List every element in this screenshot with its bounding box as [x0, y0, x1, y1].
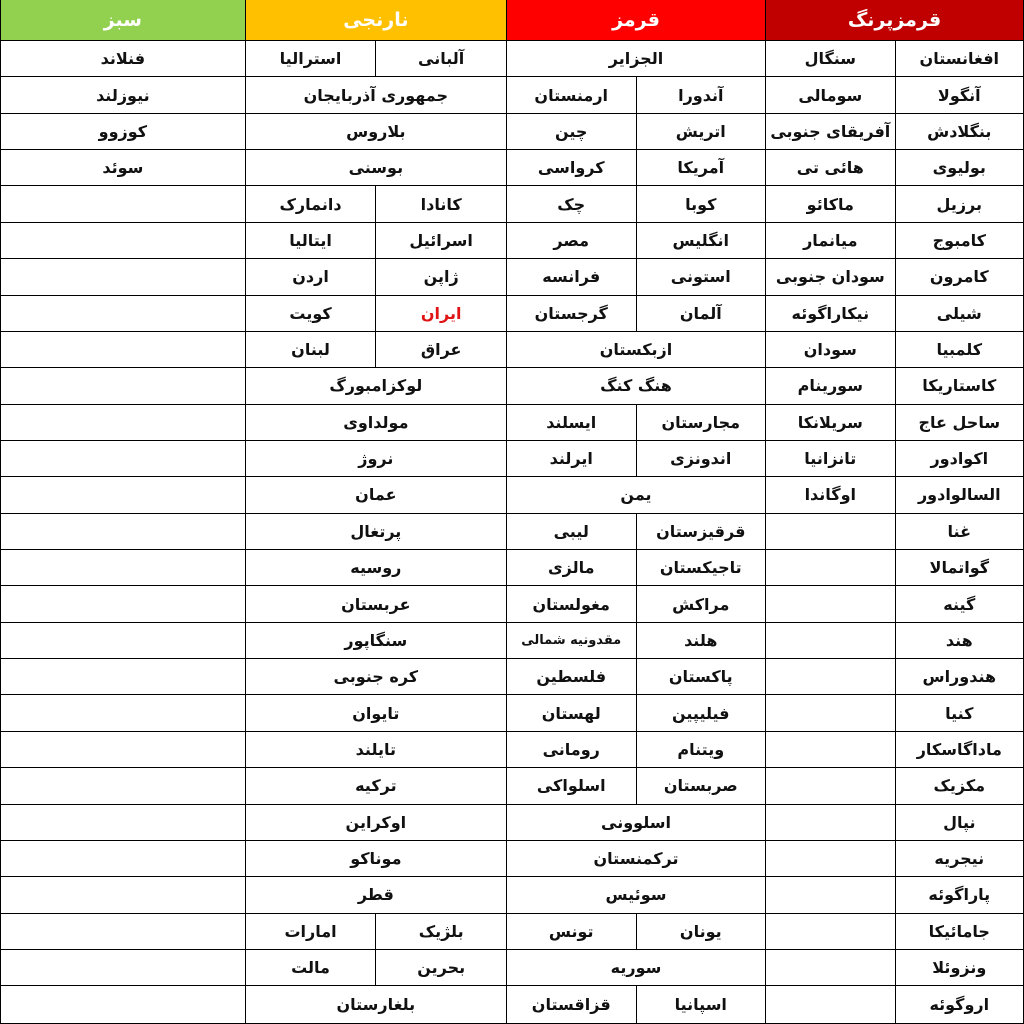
- country-cell: ارمنستان: [506, 77, 636, 113]
- country-cell: [1, 513, 246, 549]
- country-cell: تونس: [506, 913, 636, 949]
- country-cell: ایسلند: [506, 404, 636, 440]
- country-cell: [766, 804, 896, 840]
- country-cell: کره جنوبی: [245, 659, 506, 695]
- table-row: [1, 804, 1024, 840]
- country-cell: [1, 586, 246, 622]
- country-cell: نپال: [895, 804, 1023, 840]
- country-cell: [1, 550, 246, 586]
- country-cell: مجارستان: [636, 404, 766, 440]
- country-cell: ترکمنستان: [506, 840, 765, 876]
- country-cell: کوزوو: [1, 113, 246, 149]
- country-cell: ازبکستان: [506, 331, 765, 367]
- country-cell: تایلند: [245, 731, 506, 767]
- country-cell: لیبی: [506, 513, 636, 549]
- country-cell: الجزایر: [506, 41, 765, 77]
- country-cell: [1, 949, 246, 985]
- table-body: [1, 41, 1024, 1024]
- country-cell: غنا: [895, 513, 1023, 549]
- country-cell: [1, 840, 246, 876]
- country-cell: استرالیا: [245, 41, 376, 77]
- country-cell: شیلی: [895, 295, 1023, 331]
- table-row: [1, 986, 1024, 1024]
- country-cell: هائی تی: [766, 150, 896, 186]
- country-cell: چک: [506, 186, 636, 222]
- country-cell: [766, 659, 896, 695]
- country-cell: چین: [506, 113, 636, 149]
- country-cell: ترکیه: [245, 768, 506, 804]
- country-cell: [1, 804, 246, 840]
- country-cell: گواتمالا: [895, 550, 1023, 586]
- country-cell: کویت: [245, 295, 376, 331]
- country-cell: هندوراس: [895, 659, 1023, 695]
- country-cell: آفریقای جنوبی: [766, 113, 896, 149]
- country-cell: کامرون: [895, 259, 1023, 295]
- table-row: [1, 622, 1024, 658]
- country-cell: بنگلادش: [895, 113, 1023, 149]
- country-cell: قطر: [245, 877, 506, 913]
- country-cell: بلغارستان: [245, 986, 506, 1024]
- table-row: [1, 295, 1024, 331]
- header-green: سبز: [1, 0, 246, 41]
- country-cell: اوکراین: [245, 804, 506, 840]
- country-cell: مالت: [245, 949, 376, 985]
- country-cell: تایوان: [245, 695, 506, 731]
- country-cell: [766, 622, 896, 658]
- country-cell: عمان: [245, 477, 506, 513]
- country-cell: استونی: [636, 259, 766, 295]
- country-cell: سورینام: [766, 368, 896, 404]
- table-row: [1, 113, 1024, 149]
- country-cell: نیوزلند: [1, 77, 246, 113]
- country-cell: اسلواکی: [506, 768, 636, 804]
- country-cell: مکزیک: [895, 768, 1023, 804]
- country-cell: [1, 986, 246, 1024]
- country-cell: اسرائیل: [376, 222, 507, 258]
- country-cell: [1, 368, 246, 404]
- country-cell: [1, 222, 246, 258]
- country-cell: [766, 586, 896, 622]
- country-cell: کانادا: [376, 186, 507, 222]
- country-cell: سودان جنوبی: [766, 259, 896, 295]
- country-cell: تانزانیا: [766, 440, 896, 476]
- country-cell: سوئد: [1, 150, 246, 186]
- country-cell: سنگال: [766, 41, 896, 77]
- header-orange: نارنجی: [245, 0, 506, 41]
- country-cell: نیکاراگوئه: [766, 295, 896, 331]
- table-row: [1, 259, 1024, 295]
- table-row: [1, 440, 1024, 476]
- table-row: [1, 331, 1024, 367]
- table-row: [1, 659, 1024, 695]
- country-cell: [1, 659, 246, 695]
- country-cell: [1, 622, 246, 658]
- country-cell: امارات: [245, 913, 376, 949]
- country-cell: آلبانی: [376, 41, 507, 77]
- table-row: [1, 404, 1024, 440]
- country-cell: کنیا: [895, 695, 1023, 731]
- country-cell: السالوادور: [895, 477, 1023, 513]
- country-cell: نروژ: [245, 440, 506, 476]
- country-cell: اکوادور: [895, 440, 1023, 476]
- country-cell: بحرین: [376, 949, 507, 985]
- country-cell: مقدونیه شمالی: [506, 622, 636, 658]
- country-cell: جامائیکا: [895, 913, 1023, 949]
- country-cell: انگلیس: [636, 222, 766, 258]
- country-cell: پرتغال: [245, 513, 506, 549]
- header-row: [1, 0, 1024, 41]
- country-cell: رومانی: [506, 731, 636, 767]
- country-cell: ایتالیا: [245, 222, 376, 258]
- country-cell: [766, 840, 896, 876]
- country-cell: فنلاند: [1, 41, 246, 77]
- header-red: قرمز: [506, 0, 765, 41]
- table-row: [1, 877, 1024, 913]
- country-cell: هنگ کنگ: [506, 368, 765, 404]
- table-row: [1, 477, 1024, 513]
- table-row: [1, 222, 1024, 258]
- country-cell: [766, 986, 896, 1024]
- country-cell: کوبا: [636, 186, 766, 222]
- country-cell: سریلانکا: [766, 404, 896, 440]
- country-cell: [766, 913, 896, 949]
- table-row: [1, 77, 1024, 113]
- country-cell: بلژیک: [376, 913, 507, 949]
- country-cell: ونزوئلا: [895, 949, 1023, 985]
- country-cell: یونان: [636, 913, 766, 949]
- country-cell: دانمارک: [245, 186, 376, 222]
- country-cell: [766, 695, 896, 731]
- country-cell: موناکو: [245, 840, 506, 876]
- country-cell: گرجستان: [506, 295, 636, 331]
- country-cell: نیجریه: [895, 840, 1023, 876]
- table-row: [1, 840, 1024, 876]
- country-cell: یمن: [506, 477, 765, 513]
- country-cell: بولیوی: [895, 150, 1023, 186]
- country-cell: اندونزی: [636, 440, 766, 476]
- country-cell: پاکستان: [636, 659, 766, 695]
- country-cell: بوسنی: [245, 150, 506, 186]
- country-cell: قرقیزستان: [636, 513, 766, 549]
- country-cell: لهستان: [506, 695, 636, 731]
- country-cell: [1, 768, 246, 804]
- table-row: [1, 150, 1024, 186]
- country-cell: [1, 477, 246, 513]
- country-cell: قزاقستان: [506, 986, 636, 1024]
- country-cell: [1, 913, 246, 949]
- table-row: [1, 695, 1024, 731]
- country-cell: [766, 731, 896, 767]
- country-cell: گینه: [895, 586, 1023, 622]
- country-cell: جمهوری آذربایجان: [245, 77, 506, 113]
- country-cell: [766, 949, 896, 985]
- country-cell: اتریش: [636, 113, 766, 149]
- country-cell: آنگولا: [895, 77, 1023, 113]
- country-cell: ساحل عاج: [895, 404, 1023, 440]
- country-cell: کامبوج: [895, 222, 1023, 258]
- country-cell: ماکائو: [766, 186, 896, 222]
- country-cell: فیلیپین: [636, 695, 766, 731]
- table-row: [1, 550, 1024, 586]
- country-cell: آندورا: [636, 77, 766, 113]
- country-cell: مغولستان: [506, 586, 636, 622]
- country-cell: بلاروس: [245, 113, 506, 149]
- country-cell: مصر: [506, 222, 636, 258]
- country-cell: [1, 695, 246, 731]
- table-row: [1, 731, 1024, 767]
- table-row: [1, 949, 1024, 985]
- country-cell: کاستاریکا: [895, 368, 1023, 404]
- country-cell: فلسطین: [506, 659, 636, 695]
- country-cell: [1, 295, 246, 331]
- country-cell: لوکزامبورگ: [245, 368, 506, 404]
- country-cell: اوگاندا: [766, 477, 896, 513]
- country-cell: میانمار: [766, 222, 896, 258]
- country-cell: ماداگاسکار: [895, 731, 1023, 767]
- country-cell: [1, 731, 246, 767]
- country-cell: [1, 440, 246, 476]
- country-cell: هند: [895, 622, 1023, 658]
- country-cell: اردن: [245, 259, 376, 295]
- country-cell: ویتنام: [636, 731, 766, 767]
- table-row: [1, 41, 1024, 77]
- country-cell: [1, 877, 246, 913]
- country-cell: آمریکا: [636, 150, 766, 186]
- country-cell: هلند: [636, 622, 766, 658]
- country-cell: روسیه: [245, 550, 506, 586]
- country-cell: فرانسه: [506, 259, 636, 295]
- country-cell: افغانستان: [895, 41, 1023, 77]
- table-row: [1, 768, 1024, 804]
- country-cell: [1, 331, 246, 367]
- table-row: [1, 368, 1024, 404]
- country-cell: کلمبیا: [895, 331, 1023, 367]
- country-cell: سودان: [766, 331, 896, 367]
- country-cell: کرواسی: [506, 150, 636, 186]
- country-cell: [766, 513, 896, 549]
- country-cell: مراکش: [636, 586, 766, 622]
- country-cell: ایران: [376, 295, 507, 331]
- header-dark-red: قرمزپرنگ: [766, 0, 1024, 41]
- country-cell: تاجیکستان: [636, 550, 766, 586]
- country-cell: اسلوونی: [506, 804, 765, 840]
- country-cell: برزیل: [895, 186, 1023, 222]
- country-cell: اروگوئه: [895, 986, 1023, 1024]
- country-cell: سوریه: [506, 949, 765, 985]
- country-cell: [1, 404, 246, 440]
- country-cell: عراق: [376, 331, 507, 367]
- country-cell: ایرلند: [506, 440, 636, 476]
- country-cell: اسپانیا: [636, 986, 766, 1024]
- country-cell: [766, 877, 896, 913]
- country-cell: سومالی: [766, 77, 896, 113]
- country-cell: [766, 768, 896, 804]
- table-row: [1, 586, 1024, 622]
- country-cell: پاراگوئه: [895, 877, 1023, 913]
- country-cell: سوئیس: [506, 877, 765, 913]
- table-row: [1, 913, 1024, 949]
- country-cell: لبنان: [245, 331, 376, 367]
- country-cell: [766, 550, 896, 586]
- country-cell: ژاپن: [376, 259, 507, 295]
- country-cell: مالزی: [506, 550, 636, 586]
- country-cell: مولداوی: [245, 404, 506, 440]
- country-cell: آلمان: [636, 295, 766, 331]
- country-cell: عربستان: [245, 586, 506, 622]
- country-cell: [1, 259, 246, 295]
- table-row: [1, 513, 1024, 549]
- country-cell: صربستان: [636, 768, 766, 804]
- country-cell: [1, 186, 246, 222]
- country-cell: سنگاپور: [245, 622, 506, 658]
- table-row: [1, 186, 1024, 222]
